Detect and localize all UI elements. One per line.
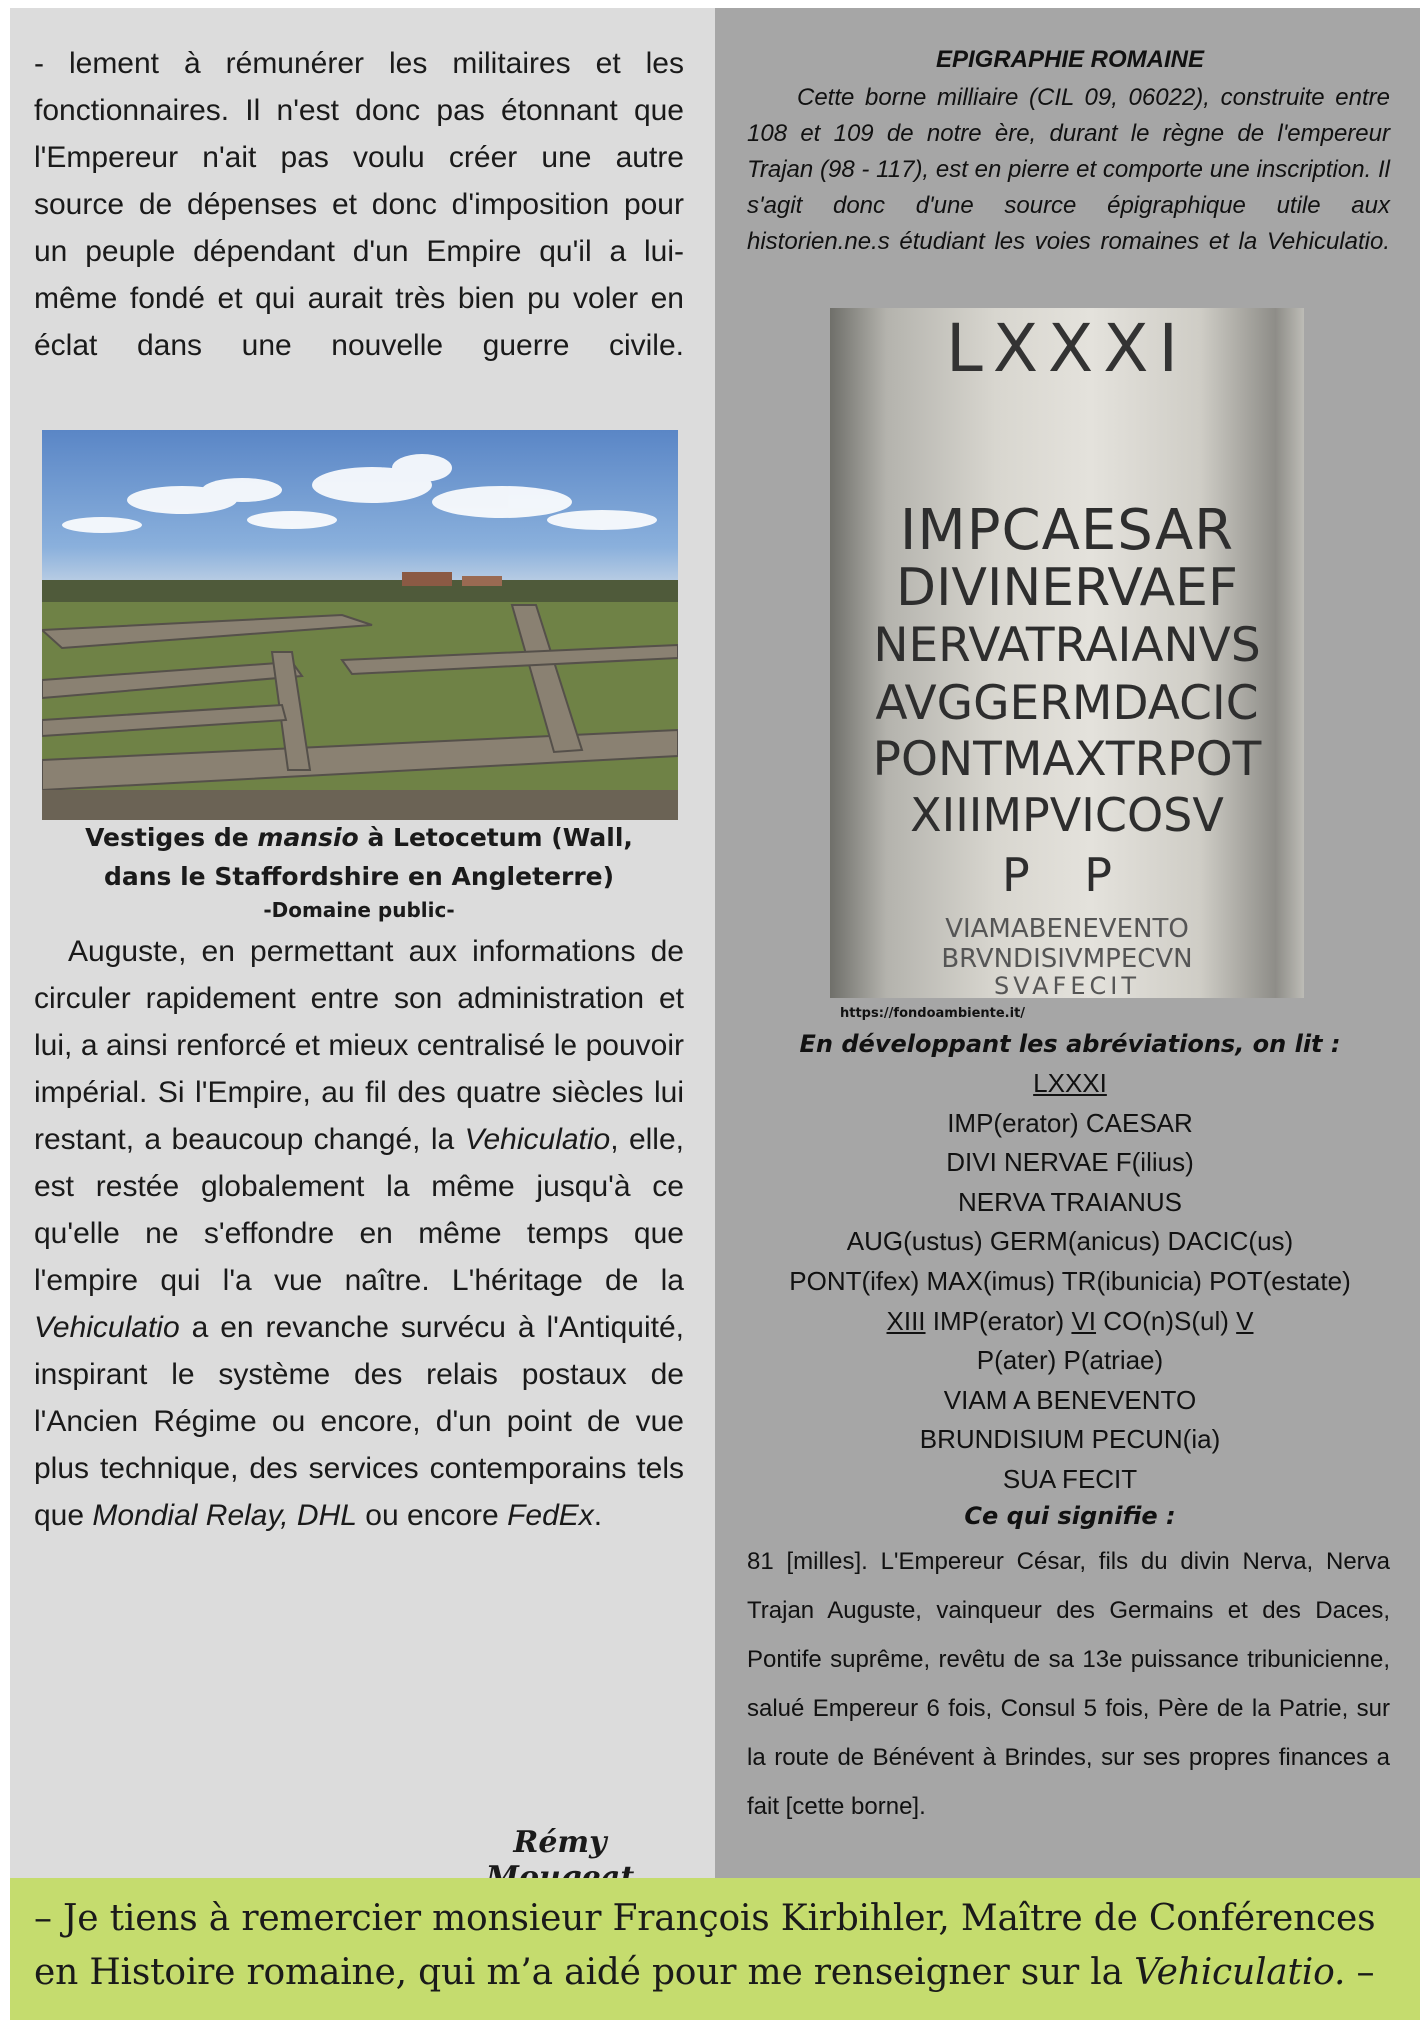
latin-line: IMP(erator) CAESAR bbox=[947, 1107, 1193, 1138]
photo-caption: Vestiges de mansio à Letocetum (Wall, dans le Staffordshire en Angleterre) bbox=[85, 823, 633, 891]
acknowledgement-footer bbox=[10, 1878, 1420, 2020]
acknowledgement-text: – Je tiens à remercier monsieur François Kirbihler, Maître de Conférences en Histoire romaine, qui m’a aidé pour me renseigner sur la Vehiculatio. – bbox=[34, 1898, 1376, 1993]
photo-credit: -Domaine public- bbox=[263, 898, 455, 922]
author-signature: Rémy bbox=[513, 1825, 607, 1860]
latin-line: VIAM A BENEVENTO bbox=[943, 1384, 1197, 1415]
latin-line: NERVA TRAIANUS bbox=[958, 1186, 1182, 1217]
abbreviation-heading: En développant les abréviations, on lit : bbox=[799, 1030, 1341, 1058]
latin-line: P(ater) P(atriae) bbox=[976, 1345, 1164, 1376]
stone-line: PONTMAXTRPOT bbox=[872, 732, 1262, 787]
intro-paragraph: - lement à rémunérer les militaires et les fonctionnaires. Il n'est donc pas étonnant que l'Empereur n'ait pas voulu créer une autre source de dépenses et donc d'imposition pour un peuple dépendant d'un Empire qu'il a lui-même fondé et qui aurait très bien pu voler en éclat dans une nouvelle guerre civile. bbox=[34, 47, 684, 362]
mansio-ruins-photo bbox=[42, 430, 678, 820]
stone-line: VIAMABENEVENTO bbox=[945, 914, 1189, 944]
latin-transcription bbox=[735, 1064, 1405, 1500]
stone-line: AVGGERMDACIC bbox=[875, 676, 1259, 731]
stone-line: IMPCAESAR bbox=[899, 498, 1235, 563]
latin-line: PONT(ifex) MAX(imus) TR(ibunicia) POT(estate) bbox=[789, 1265, 1351, 1296]
latin-line-7: XIII IMP(erator) VI CO(n)S(ul) V bbox=[886, 1305, 1254, 1336]
stone-line: SVAFECIT bbox=[994, 972, 1140, 998]
auguste-paragraph: Auguste, en permettant aux informations de circuler rapidement entre son administration et lui, a ainsi renforcé et mieux centralisé le pouvoir impérial. Si l'Empire, au fil des quatre siècles lui restant, a beaucoup changé, la Vehiculatio, elle, est restée globalement la même jusqu'à ce qu'elle ne s'effondre en même temps que l'empire qui l'a vue naître. L'héritage de la Vehiculatio a en revanche survécu à l'Antiquité, inspirant le système des relais postaux de l'Ancien Régime ou encore, d'un point de vue plus technique, des services contemporains tels que Mondial Relay, DHL ou encore FedEx. bbox=[34, 935, 684, 1532]
latin-line: LXXXI bbox=[1033, 1068, 1107, 1098]
stone-line: P P bbox=[1001, 848, 1133, 902]
latin-line: DIVI NERVAE F(ilius) bbox=[946, 1147, 1194, 1178]
stone-numeral: LXXXI bbox=[946, 310, 1188, 387]
stone-line: DIVINERVAEF bbox=[896, 558, 1238, 618]
image-credit-link[interactable]: https://fondoambiente.it/ bbox=[840, 1006, 1026, 1021]
meaning-heading: Ce qui signifie : bbox=[964, 1502, 1176, 1530]
meaning-paragraph: 81 [milles]. L'Empereur César, fils du divin Nerva, Nerva Trajan Auguste, vainqueur des Germains et des Daces, Pontife suprême, revêtu de sa 13e puissance tribunicienne, salué Empereur 6 fois, Consul 5 fois, Père de la Patrie, sur la route de Bénévent à Brindes, sur ses propres finances a fait [cette borne]. bbox=[747, 1548, 1390, 1820]
epigraphy-intro: Cette borne milliaire (CIL 09, 06022), construite entre 108 et 109 de notre ère, durant le règne de l'empereur Trajan (98 - 117), est en pierre et comporte une inscription. Il s'agit donc d'une source épigraphique utile aux historien.ne.s étudiant les voies romaines et la Vehiculatio. bbox=[747, 84, 1390, 255]
latin-line: AUG(ustus) GERM(anicus) DACIC(us) bbox=[846, 1226, 1294, 1257]
epigraphy-title: EPIGRAPHIE ROMAINE bbox=[935, 46, 1205, 73]
latin-line: BRUNDISIUM PECUN(ia) bbox=[919, 1424, 1221, 1455]
stone-line: BRVNDISIVMPECVN bbox=[941, 944, 1193, 974]
milestone-photo bbox=[830, 308, 1304, 998]
ruins-illustration bbox=[42, 430, 678, 820]
stone-line: XIIIMPVICOSV bbox=[910, 788, 1224, 842]
stone-line: NERVATRAIANVS bbox=[873, 618, 1261, 673]
latin-line: SUA FECIT bbox=[1002, 1463, 1138, 1494]
